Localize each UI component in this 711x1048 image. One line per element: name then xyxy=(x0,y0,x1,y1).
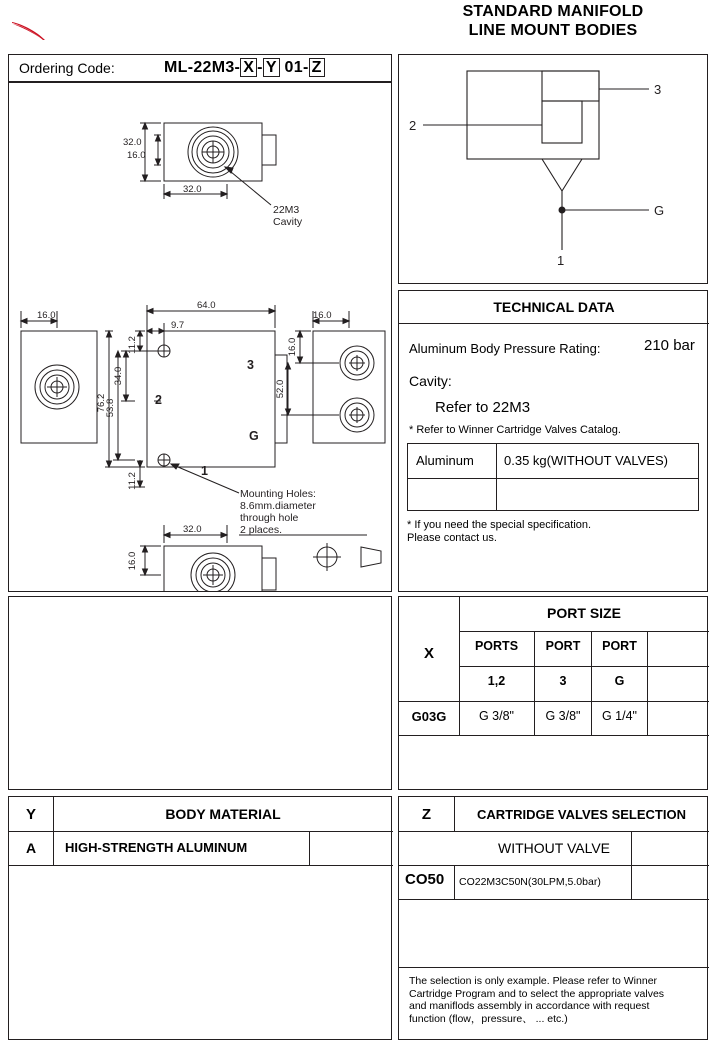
hydraulic-schematic xyxy=(399,55,707,283)
table-divider-horizontal xyxy=(459,666,709,667)
dimension-drawing xyxy=(9,83,391,591)
port-label-3: 3 xyxy=(247,358,254,372)
cartridge-note-line-2: Cartridge Program and to select the appropriate valves xyxy=(409,987,665,1000)
port-sub-header-2: 3 xyxy=(559,674,567,688)
cartridge-row-desc: CO22M3C50N(30LPM,5.0bar) xyxy=(459,876,601,888)
technical-footnote xyxy=(407,519,591,545)
cavity-label: Cavity: xyxy=(409,373,452,389)
divider xyxy=(399,323,709,324)
dim-top-16-0: 16.0 xyxy=(127,150,146,161)
body-material-title: BODY MATERIAL xyxy=(165,806,281,822)
page-title xyxy=(398,2,708,40)
table-divider-horizontal xyxy=(9,865,393,866)
dim-left-16-0: 16.0 xyxy=(37,310,56,321)
mounting-note-line1: Mounting Holes: xyxy=(240,488,316,500)
port-size-title: PORT SIZE xyxy=(547,605,621,621)
material-weight-table xyxy=(407,443,699,511)
schematic-port-1: 1 xyxy=(557,253,565,268)
ordering-code-box xyxy=(8,54,392,82)
table-divider-horizontal xyxy=(459,631,709,632)
dim-front-9-7: 9.7 xyxy=(171,320,185,331)
dim-front-76-2: 76.2 xyxy=(96,393,107,413)
mounting-note-line3: through hole xyxy=(240,512,299,524)
cartridge-without-valve: WITHOUT VALVE xyxy=(497,840,610,856)
ordering-x-slot[interactable]: X xyxy=(240,58,257,77)
port-sub-header-1: 1,2 xyxy=(487,674,506,688)
port-col-header-3: PORT xyxy=(602,639,637,653)
port-row-ports-1-2: G 3/8" xyxy=(478,709,514,723)
cartridge-valves-table xyxy=(398,796,708,1040)
port-label-g: G xyxy=(249,429,259,443)
mounting-note-line2: 8.6mm.diameter xyxy=(240,500,316,512)
table-divider-horizontal xyxy=(399,735,709,736)
dim-bottom-32-0: 32.0 xyxy=(183,524,202,535)
table-divider-vertical xyxy=(647,631,648,735)
dim-right-16-0b: 16.0 xyxy=(287,337,298,357)
port-row-code: G03G xyxy=(411,709,447,724)
body-material-row-name: HIGH-STRENGTH ALUMINUM xyxy=(65,840,248,855)
port-x-header: X xyxy=(423,645,434,662)
schematic-port-2: 2 xyxy=(409,118,417,133)
technical-data-box xyxy=(398,290,708,592)
table-divider-horizontal xyxy=(399,701,709,702)
port-sub-header-3: G xyxy=(614,674,625,688)
hydraulic-schematic-box xyxy=(398,54,708,284)
cartridge-row-code: CO50 xyxy=(405,871,445,888)
cavity-callout-line1: 22M3 xyxy=(273,204,300,216)
cartridge-note-line-3: and maniflods assembly in accordance with request xyxy=(409,1000,650,1012)
cartridge-note-line-4: function (flow，pressure、 ... etc.) xyxy=(409,1012,568,1025)
cavity-note: * Refer to Winner Cartridge Valves Catalog. xyxy=(409,424,621,436)
port-size-table xyxy=(398,596,708,790)
port-row-port-3: G 3/8" xyxy=(545,709,581,723)
table-divider-vertical xyxy=(496,444,497,510)
port-label-1: 1 xyxy=(201,464,208,478)
port-col-header-1: PORTS xyxy=(474,639,519,653)
footnote-line-2: Please contact us. xyxy=(407,532,497,544)
ordering-code-label: Ordering Code: xyxy=(19,60,115,76)
cartridge-z-header: Z xyxy=(421,806,432,823)
dim-top-width-32-0: 32.0 xyxy=(183,184,202,195)
cartridge-title: CARTRIDGE VALVES SELECTION xyxy=(477,807,686,822)
dim-front-11-2-bottom: 11.2 xyxy=(127,472,138,490)
title-line-1: STANDARD MANIFOLD xyxy=(462,3,644,20)
material-name: Aluminum xyxy=(416,453,474,468)
pressure-rating-value: 210 bar xyxy=(644,337,695,354)
table-divider-vertical xyxy=(454,865,455,899)
dim-right-16-0: 16.0 xyxy=(313,310,332,321)
ordering-prefix: ML-22M3- xyxy=(164,59,241,76)
schematic-port-3: 3 xyxy=(654,82,662,97)
cavity-value: Refer to 22M3 xyxy=(435,399,531,416)
ordering-y-slot[interactable]: Y xyxy=(263,58,280,77)
table-divider-horizontal xyxy=(399,865,709,866)
ordering-z-slot[interactable]: Z xyxy=(309,58,325,77)
blank-panel xyxy=(8,596,392,790)
body-material-y-header: Y xyxy=(25,806,36,823)
dim-front-64-0: 64.0 xyxy=(197,300,216,311)
port-col-header-2: PORT xyxy=(545,639,581,653)
cartridge-note-line-1: The selection is only example. Please refer to Winner xyxy=(409,975,658,987)
schematic-port-g: G xyxy=(654,203,665,218)
table-divider-horizontal xyxy=(408,478,698,479)
material-weight: 0.35 kg(WITHOUT VALVES) xyxy=(504,453,668,468)
dim-top-32-0: 32.0 xyxy=(123,137,142,148)
ordering-code-value xyxy=(164,58,325,77)
dim-front-34-0: 34.0 xyxy=(113,366,124,386)
ordering-mid: 01- xyxy=(279,59,309,76)
title-line-2: LINE MOUNT BODIES xyxy=(468,22,638,39)
ordering-dash: - xyxy=(257,59,263,76)
table-divider-vertical xyxy=(309,831,310,865)
port-label-2: 2 xyxy=(155,393,162,407)
port-row-port-g: G 1/4" xyxy=(601,709,637,723)
dim-front-53-8: 53.8 xyxy=(105,398,116,418)
dim-bottom-16-0: 16.0 xyxy=(127,551,138,571)
dim-front-11-2-top: 11.2 xyxy=(127,336,138,354)
mounting-note-line4: 2 places. xyxy=(240,524,283,536)
cartridge-note xyxy=(409,975,699,1025)
table-divider-horizontal xyxy=(9,831,393,832)
footnote-line-1: * If you need the special specification. xyxy=(407,519,592,531)
table-divider-horizontal xyxy=(399,831,709,832)
dimension-drawing-box xyxy=(8,82,392,592)
body-material-table xyxy=(8,796,392,1040)
table-divider-horizontal xyxy=(399,899,709,900)
brand-logo-icon xyxy=(12,22,46,40)
technical-data-title: TECHNICAL DATA xyxy=(493,299,615,315)
table-divider-horizontal xyxy=(399,967,709,968)
body-material-row-code: A xyxy=(25,840,37,856)
pressure-rating-label: Aluminum Body Pressure Rating: xyxy=(409,341,601,356)
cavity-callout-line2: Cavity xyxy=(273,216,303,228)
dim-right-52-0: 52.0 xyxy=(275,379,286,399)
